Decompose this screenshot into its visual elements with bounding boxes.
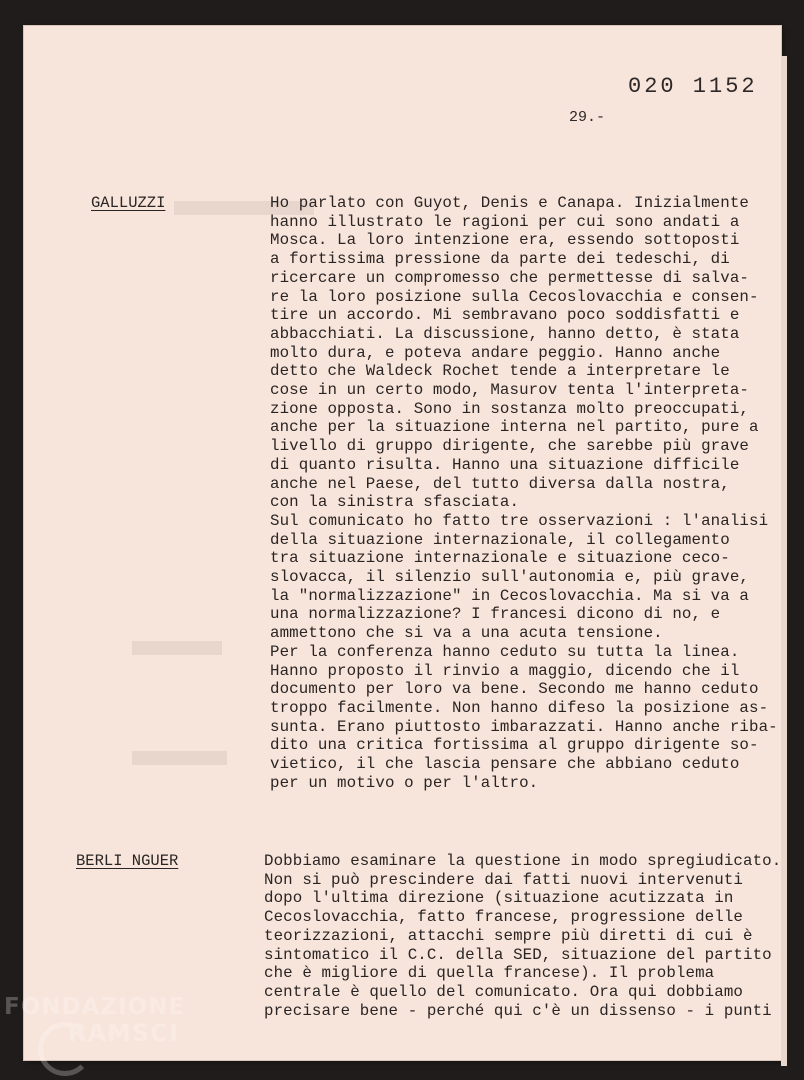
watermark-logo (4, 994, 185, 1046)
page-edge (781, 56, 787, 1066)
speech-text: Dobbiamo esaminare la questione in modo spregiudicato. Non si può prescindere dai fatti nuovi intervenuti dopo l'ultima direzione (situazione acutizzata in Cecoslovacchia, fatto francese, progressione delle teorizzazioni, attacchi sempre più diretti di cui è sintomatico il C.C. della SED, situazione del partito che è migliore di quella francese). Il problema centrale è quello del comunicato. Ora qui dobbiamo precisare bene - perché qui c'è un dissenso - i punti (264, 852, 782, 1020)
page-number: 29.- (569, 109, 606, 126)
speaker-name: GALLUZZI (91, 194, 166, 212)
bleed-through-mark (132, 751, 227, 765)
speech-text: Ho parlato con Guyot, Denis e Canapa. Inizialmente hanno illustrato le ragioni per cui sono andati a Mosca. La loro intenzione era, essendo sottoposti a fortissima pressione da parte dei tedeschi, di ricercare un compromesso che permettesse di salva- re la loro posizione sulla Cecoslovacchia e consen- tire un accordo. Mi sembravano poco soddisfatti e abbacchiati. La discussione, hanno detto, è stata molto dura, e poteva andare peggio. Hanno anche detto che Waldeck Rochet tende a interpretare le cose in un certo modo, Masurov tenta l'interpreta- zione opposta. Sono in sostanza molto preoccupati, anche per la situazione interna nel partito, pure a livello di gruppo dirigente, che sarebbe più grave di quanto risulta. Hanno una situazione difficile anche nel Paese, del tutto diversa dalla nostra, con la sinistra sfasciata. Sul comunicato ho fatto tre osservazioni : l'analisi della situazione internazionale, il collegamento tra situazione internazionale e situazione ceco- slovacca, il silenzio sull'autonomia e, più grave, la "normalizzazione" in Cecoslovacchia. Ma si va a una normalizzazione? I francesi dicono di no, e ammettono che si va a una acuta tensione. Per la conferenza hanno ceduto su tutta la linea. Hanno proposto il rinvio a maggio, dicendo che il documento per loro va bene. Secondo me hanno ceduto troppo facilmente. Non hanno difeso la posizione as- sunta. Erano piuttosto imbarazzati. Hanno anche riba- dito una critica fortissima al gruppo dirigente so- vietico, il che lascia pensare che abbiano ceduto per un motivo o per l'altro. (270, 194, 778, 792)
watermark-line2: RAMSCI (68, 1019, 179, 1047)
speaker-name: BERLI NGUER (76, 852, 179, 870)
document-page (24, 26, 781, 1060)
watermark-line1: FONDAZIONE (4, 994, 186, 1020)
bleed-through-mark (132, 641, 222, 655)
document-number: 020 1152 (628, 74, 758, 99)
watermark-g-mark (38, 1022, 92, 1076)
